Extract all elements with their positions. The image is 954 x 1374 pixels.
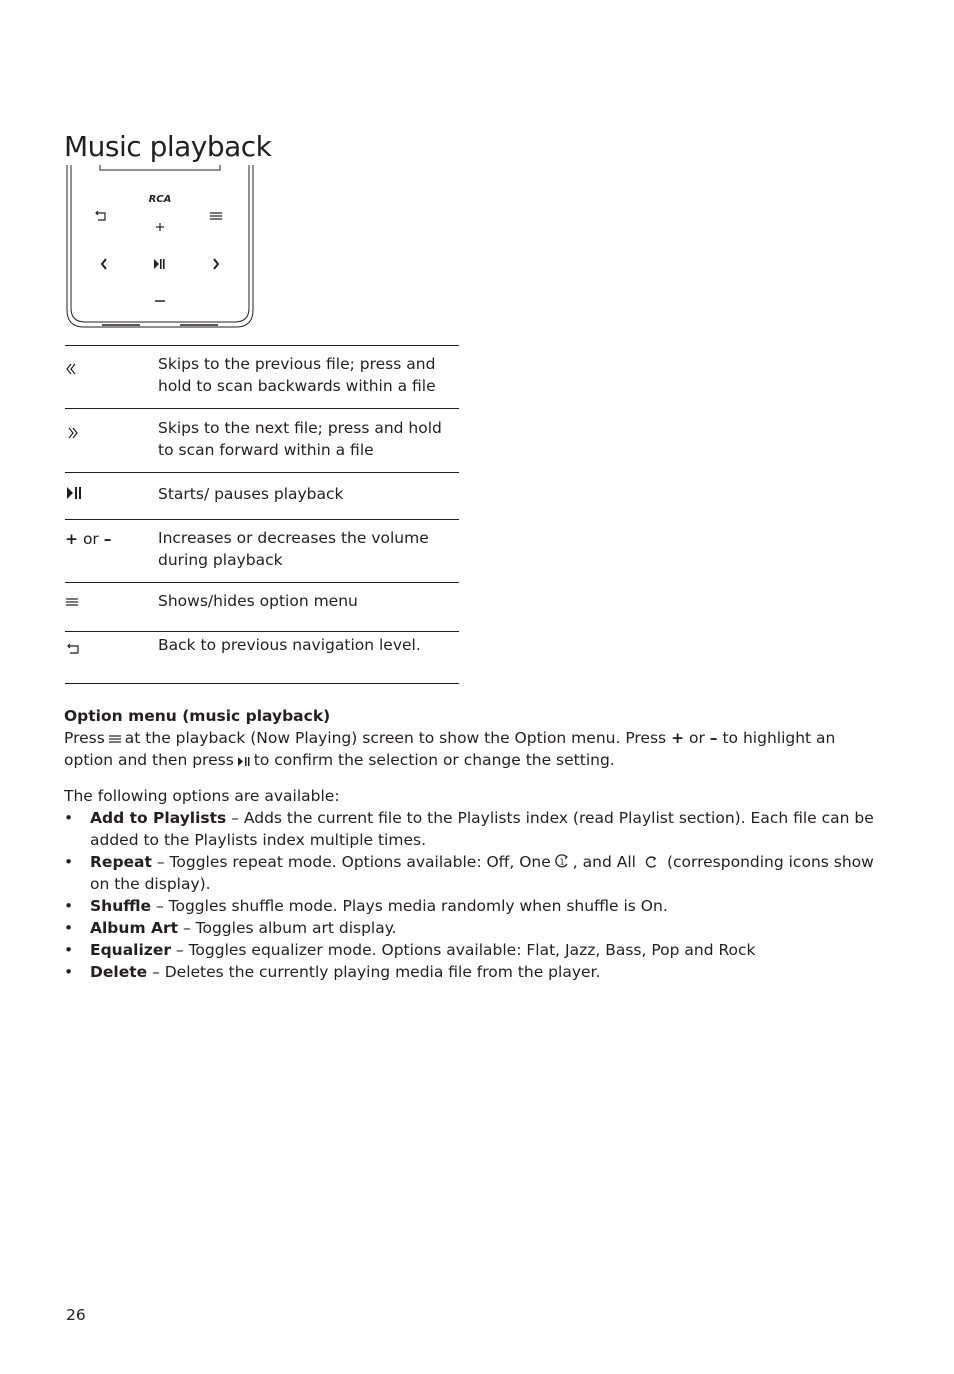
- repeat-one-icon: [554, 853, 570, 869]
- control-description: Shows/hides option menu: [158, 592, 358, 610]
- list-item: • Equalizer – Toggles equalizer mode. Options available: Flat, Jazz, Bass, Pop and Rock: [64, 939, 884, 961]
- page-title: Music playback: [64, 130, 272, 163]
- plus-symbol: +: [65, 530, 78, 548]
- control-description: Increases or decreases the volume during playback: [158, 529, 429, 569]
- previous-icon: [65, 362, 79, 376]
- next-icon: [214, 259, 218, 269]
- option-menu-intro: Press at the playback (Now Playing) screen to show the Option menu. Press + or – to highlight an option and then press to confirm the selection or change the setting.: [64, 729, 836, 769]
- menu-icon: [65, 596, 79, 608]
- table-row: [65, 346, 459, 409]
- controls-table: [65, 345, 459, 684]
- control-description: Skips to the next file; press and hold to scan forward within a file: [158, 419, 442, 459]
- table-row: [65, 632, 459, 684]
- list-item: • Add to Playlists – Adds the current file to the Playlists index (read Playlist section). Each file can be added to the Playlists index multiple times.: [64, 807, 884, 851]
- device-illustration: [62, 160, 258, 332]
- option-menu-heading: Option menu (music playback): [64, 707, 331, 725]
- minus-symbol: –: [103, 530, 112, 548]
- control-description: Skips to the previous file; press and hold to scan backwards within a file: [158, 355, 436, 395]
- previous-icon: [102, 259, 106, 269]
- options-available-text: The following options are available:: [64, 787, 340, 805]
- repeat-all-icon: [644, 855, 658, 869]
- table-row: [65, 473, 459, 520]
- table-row: [65, 520, 459, 583]
- svg-text:1: 1: [559, 857, 565, 867]
- list-item: • Repeat – Toggles repeat mode. Options available: Off, One 1 , and All (corresponding icons show on the display).: [64, 851, 884, 895]
- list-item: • Delete – Deletes the currently playing media file from the player.: [64, 961, 884, 983]
- control-description: Back to previous navigation level.: [158, 636, 421, 654]
- page-number: 26: [66, 1306, 86, 1324]
- rca-logo: RCA: [148, 194, 172, 205]
- menu-icon: [210, 213, 222, 219]
- back-icon: [96, 211, 105, 220]
- list-item: • Album Art – Toggles album art display.: [64, 917, 884, 939]
- option-menu-section: [64, 705, 884, 983]
- play-pause-icon: [65, 486, 83, 500]
- control-description: Starts/ pauses playback: [158, 485, 344, 503]
- play-pause-icon: [154, 259, 165, 269]
- table-row: [65, 409, 459, 473]
- back-icon: [65, 642, 81, 656]
- menu-icon: [108, 733, 122, 745]
- options-list: [64, 807, 884, 983]
- or-text: or: [82, 530, 99, 548]
- play-pause-icon: [237, 756, 251, 767]
- table-row: [65, 583, 459, 632]
- next-icon: [65, 426, 79, 440]
- volume-symbols: [65, 530, 111, 548]
- plus-icon: [156, 223, 164, 231]
- list-item: • Shuffle – Toggles shuffle mode. Plays media randomly when shuffle is On.: [64, 895, 884, 917]
